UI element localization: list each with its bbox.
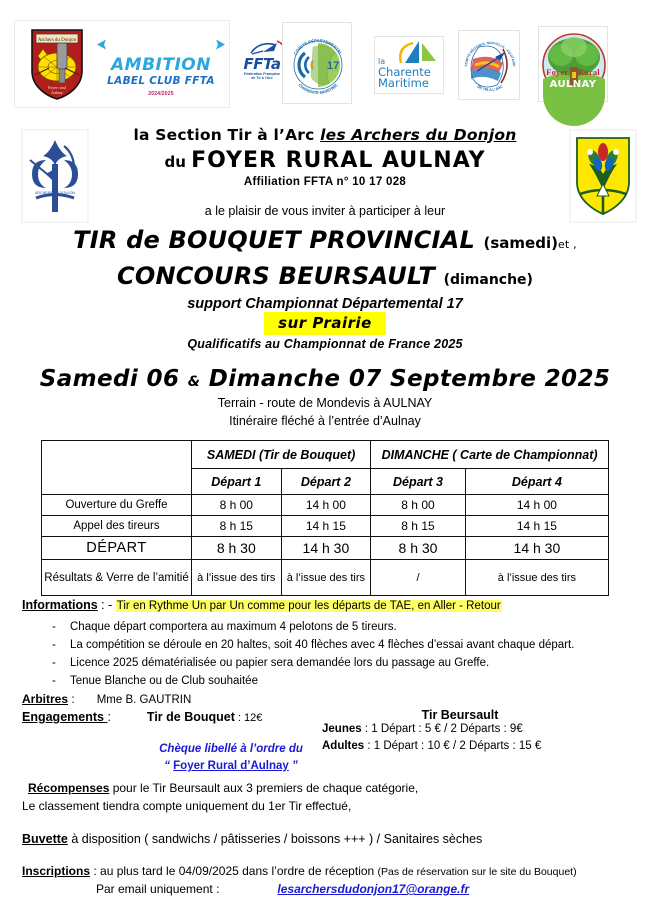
table-header-depart-3: Départ 3 — [371, 469, 466, 495]
table-row — [42, 537, 609, 560]
ffta-sub1: Fédération Française — [243, 72, 281, 76]
cell-ouverture-d3: 8 h 00 — [371, 495, 466, 516]
info-item-4: Tenue Blanche ou de Club souhaitée — [70, 675, 258, 687]
recompenses-text: pour le Tir Beursault aux 3 premiers de chaque catégorie, — [109, 781, 419, 795]
cell-depart-d4: 14 h 30 — [465, 537, 608, 560]
bullet-dash: - — [52, 639, 56, 651]
cell-ouverture-d4: 14 h 00 — [465, 495, 608, 516]
table-row — [42, 560, 609, 596]
support-championnat: support Championnat Départemental 17 — [187, 296, 463, 312]
schedule-table — [41, 440, 609, 596]
title-beursault-main: CONCOURS BEURSAULT — [117, 262, 435, 290]
logo-strip — [0, 0, 650, 118]
row-label-appel-tireurs: Appel des tireurs — [42, 516, 192, 537]
date-part-1: Samedi 06 — [39, 366, 188, 392]
recompenses-row — [28, 781, 418, 795]
partner-logos-box — [14, 20, 281, 108]
crna-region-icon — [459, 31, 521, 101]
svg-text:DE TIR À L'ARC: DE TIR À L'ARC — [476, 84, 504, 93]
foyer-rural-aulnay-logo — [538, 26, 608, 102]
date-ampersand: & — [187, 374, 201, 390]
title-bouquet-day: (samedi) — [483, 234, 558, 252]
buvette-label: Buvette — [22, 832, 68, 846]
engagements-bouquet — [147, 710, 263, 724]
cell-resultats-d2: à l’issue des tirs — [281, 560, 371, 596]
header-club-name: les Archers du Donjon — [320, 126, 517, 144]
rural-word: Rural — [577, 67, 600, 77]
event-dates — [0, 366, 650, 392]
title-bouquet-main: TIR de BOUQUET PROVINCIAL — [73, 226, 475, 254]
header-affiliation: Affiliation FFTA n° 10 17 028 — [243, 176, 407, 188]
informations-colon: : - — [97, 598, 116, 612]
table-header-depart-1: Départ 1 — [192, 469, 282, 495]
svg-text:17: 17 — [327, 60, 340, 72]
cell-depart-d2: 14 h 30 — [281, 537, 371, 560]
header-section-prefix: la Section Tir à l’Arc — [133, 126, 321, 144]
cell-depart-d3: 8 h 30 — [371, 537, 466, 560]
ambition-label-club-ffta-logo — [97, 37, 225, 97]
info-item-2: La compétition se déroule en 20 haltes, soit 40 flèches avec 4 flèches d’essai avant chaque départ. — [70, 639, 575, 651]
ambition-arrows-icon — [97, 37, 225, 52]
cell-resultats-d4: à l’issue des tirs — [465, 560, 608, 596]
foyer-rural-wordmark — [539, 67, 607, 77]
svg-text:CHARENTE MARITIME: CHARENTE MARITIME — [297, 82, 339, 96]
buvette-text: à disposition ( sandwichs / pâtisseries / boissons +++ ) / Sanitaires sèches — [67, 832, 483, 846]
inscriptions-label: Inscriptions — [22, 864, 91, 878]
list-item — [48, 672, 638, 690]
arbitres-row — [22, 692, 191, 706]
arbitres-sep: : — [68, 692, 75, 706]
ffta-sub2: de Tir à l'Arc — [251, 76, 273, 81]
header-invitation: a le plaisir de vous inviter à participer à leur — [204, 204, 446, 218]
cell-appel-d3: 8 h 15 — [371, 516, 466, 537]
event-title-bouquet — [0, 226, 650, 254]
table-row — [42, 495, 609, 516]
informations-list — [48, 618, 638, 690]
bullet-dash: - — [52, 657, 56, 669]
table-row-daygroups — [42, 441, 609, 469]
table-corner-blank — [42, 441, 192, 469]
inscriptions-text: : au plus tard le 04/09/2025 dans l’ordre de réception — [90, 864, 378, 878]
ambition-line2: LABEL CLUB FFTA — [107, 75, 215, 87]
cell-resultats-d3: / — [371, 560, 466, 596]
aulnay-wordmark: AULNAY — [549, 79, 597, 90]
qualificatifs-text: Qualificatifs au Championnat de France 2025 — [187, 337, 463, 351]
event-title-beursault — [0, 262, 650, 290]
svg-text:COMITÉ DÉPARTEMENTAL: COMITÉ DÉPARTEMENTAL — [292, 38, 344, 56]
list-item — [48, 618, 638, 636]
date-part-2: Dimanche 07 Septembre 2025 — [200, 366, 611, 392]
table-row — [42, 516, 609, 537]
foyer-word: Foyer — [546, 67, 569, 77]
charente-wordmark — [378, 55, 431, 90]
charente-name: Charente — [378, 64, 431, 79]
event-terrain: Terrain - route de Mondevis à AULNAY — [217, 396, 433, 410]
bouquet-label: Tir de Bouquet — [146, 710, 235, 724]
charente-maritime: Maritime — [378, 76, 429, 91]
table-row-departs — [42, 469, 609, 495]
row-label-ouverture-greffe: Ouverture du Greffe — [42, 495, 192, 516]
classement-text: Le classement tiendra compte uniquement du 1er Tir effectué, — [22, 799, 352, 813]
engagements-label: Engagements — [22, 710, 108, 724]
tir-beursault-pricing-title: Tir Beursault — [421, 708, 499, 722]
cell-appel-d1: 8 h 15 — [192, 516, 282, 537]
adultes-price: : 1 Départ : 10 € / 2 Départs : 15 € — [364, 740, 542, 752]
row-label-resultats-verre: Résultats & Verre de l’amitié — [42, 560, 192, 596]
engagements-sep: : — [107, 710, 111, 724]
informations-highlight: Tir en Rythme Un par Un comme pour les départs de TAE, en Aller - Retour — [116, 600, 501, 612]
cell-appel-d4: 14 h 15 — [465, 516, 608, 537]
jeunes-price: : 1 Départ : 5 € / 2 Départs : 9€ — [361, 723, 523, 735]
foyer-rural-tree-icon — [539, 27, 609, 103]
arbitres-name: Mme B. GAUTRIN — [96, 694, 192, 706]
table-header-depart-4: Départ 4 — [465, 469, 608, 495]
arbitres-label: Arbitres — [22, 692, 69, 706]
email-row — [96, 882, 469, 896]
cdta-circular-icon — [283, 23, 353, 105]
comite-regional-nouvelle-aquitaine-logo — [458, 30, 520, 100]
info-item-3: Licence 2025 dématérialisée ou papier sera demandée lors du passage au Greffe. — [70, 657, 490, 669]
adultes-label: Adultes — [322, 740, 365, 752]
cheque-quote-close: ” — [288, 760, 298, 772]
title-beursault-day: (dimanche) — [443, 272, 533, 288]
cell-ouverture-d2: 14 h 00 — [281, 495, 371, 516]
recompenses-label: Récompenses — [28, 781, 110, 795]
table-header-depart-2: Départ 2 — [281, 469, 371, 495]
header-du: du — [164, 153, 192, 171]
info-item-1: Chaque départ comportera au maximum 4 pelotons de 5 tireurs. — [70, 621, 397, 633]
informations-heading-row — [22, 598, 502, 612]
cell-depart-d1: 8 h 30 — [192, 537, 282, 560]
inscriptions-note: (Pas de réservation sur le site du Bouquet) — [377, 866, 577, 878]
registration-email-link[interactable]: lesarchersdudonjon17@orange.fr — [277, 882, 470, 896]
table-header-samedi: SAMEDI (Tir de Bouquet) — [192, 441, 371, 469]
cell-resultats-d1: à l’issue des tirs — [192, 560, 282, 596]
charente-maritime-logo — [374, 36, 444, 94]
svg-text:Archers du Donjon: Archers du Donjon — [37, 38, 77, 43]
inscriptions-row — [22, 864, 577, 878]
cheque-payee: Foyer Rural d’Aulnay — [173, 760, 289, 772]
beursault-jeunes-row — [322, 723, 523, 735]
svg-text:Aulnay: Aulnay — [51, 90, 63, 95]
header-foyer-rural-aulnay: FOYER RURAL AULNAY — [191, 148, 486, 173]
svg-text:COMITÉ RÉGIONAL NOUVELLE - AQU: COMITÉ RÉGIONAL NOUVELLE - AQUITAINE — [463, 40, 517, 67]
ambition-years: 2024/2025 — [148, 90, 174, 97]
title-bouquet-tail: et , — [557, 238, 577, 251]
jeunes-label: Jeunes — [322, 723, 362, 735]
svg-text:ARCHERS DU DONJON: ARCHERS DU DONJON — [35, 191, 75, 195]
cell-ouverture-d1: 8 h 00 — [192, 495, 282, 516]
list-item — [48, 636, 638, 654]
header-line-1 — [0, 126, 650, 144]
prairie-row — [0, 312, 650, 335]
charente-la: la — [378, 56, 386, 66]
sur-prairie-badge: sur Prairie — [264, 312, 386, 335]
comite-departemental-charente-maritime-logo — [282, 22, 352, 104]
email-label: Par email uniquement : — [96, 882, 220, 896]
buvette-row — [22, 832, 482, 846]
svg-text:Foyer rural: Foyer rural — [48, 85, 66, 90]
bouquet-price: : 12€ — [234, 712, 263, 724]
bullet-dash: - — [52, 621, 56, 633]
row-label-depart: DÉPART — [42, 537, 192, 560]
archers-du-donjon-shield-icon — [29, 27, 85, 101]
event-itineraire: Itinéraire fléché à l’entrée d’Aulnay — [229, 414, 421, 428]
beursault-adultes-row — [322, 740, 541, 752]
engagements-row — [22, 710, 262, 724]
cheque-line-1: Chèque libellé à l’ordre du — [159, 743, 303, 755]
informations-label: Informations — [22, 598, 98, 612]
cell-appel-d2: 14 h 15 — [281, 516, 371, 537]
cheque-quote-open: “ — [164, 760, 174, 772]
table-corner-blank-2 — [42, 469, 192, 495]
ambition-line1: AMBITION — [111, 55, 211, 75]
ffta-wordmark: FFTa — [243, 55, 281, 73]
table-header-dimanche: DIMANCHE ( Carte de Championnat) — [371, 441, 609, 469]
header-line-2 — [0, 148, 650, 173]
list-item — [48, 654, 638, 672]
bullet-dash: - — [52, 675, 56, 687]
